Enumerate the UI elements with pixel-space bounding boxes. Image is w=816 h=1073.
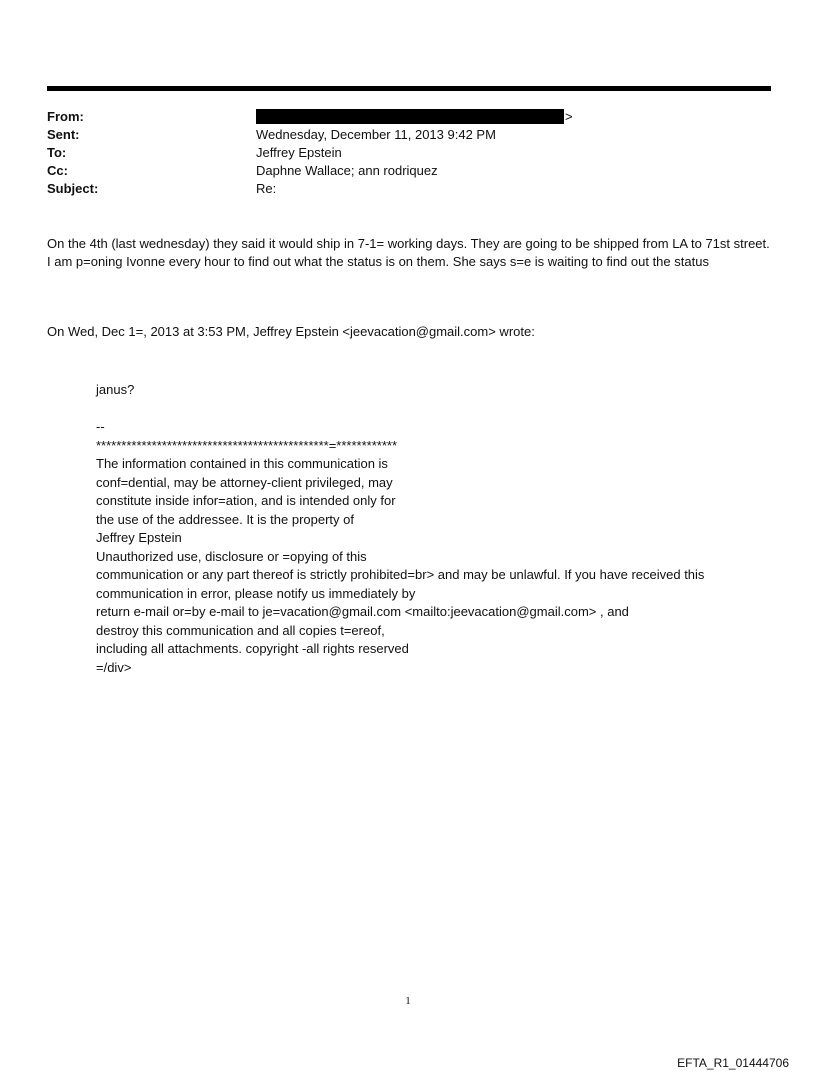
disclaimer-line: the use of the addressee. It is the property of <box>96 511 354 527</box>
disclaimer-line: The information contained in this communication is <box>96 456 388 471</box>
subject-label: Subject: <box>47 181 99 196</box>
quote-attribution: On Wed, Dec 1=, 2013 at 3:53 PM, Jeffrey Epstein <jeevacation@gmail.com> wrote: <box>47 324 535 339</box>
header-rule <box>47 86 771 91</box>
to-row <box>47 144 772 162</box>
cc-value: Daphne Wallace; ann rodriquez <box>256 163 438 178</box>
disclaimer-line: destroy this communication and all copies t=ereof, <box>96 622 385 638</box>
disclaimer-line: conf=dential, may be attorney-client privileged, may <box>96 474 393 490</box>
disclaimer-line: Unauthorized use, disclosure or =opying of this <box>96 548 367 564</box>
from-tail: > <box>565 109 573 124</box>
to-label: To: <box>47 145 67 160</box>
from-row <box>47 108 772 126</box>
cc-row <box>47 162 772 180</box>
cc-label: Cc: <box>47 163 68 178</box>
quoted-text: janus? <box>96 382 135 397</box>
page-number: 1 <box>405 995 411 1007</box>
subject-row <box>47 180 772 198</box>
signature-dash: -- <box>96 419 105 434</box>
disclaimer-line: constitute inside infor=ation, and is intended only for <box>96 493 396 508</box>
message-paragraph: On the 4th (last wednesday) they said it would ship in 7-1= working days. They are going to be shipped from LA to 71st street. I am p=oning Ivonne every hour to find out what the status is on them. She says s=e is waiting to find out the status <box>47 236 770 269</box>
sent-value: Wednesday, December 11, 2013 9:42 PM <box>256 127 496 142</box>
to-value: Jeffrey Epstein <box>256 145 342 160</box>
sent-row <box>47 126 772 144</box>
sent-label: Sent: <box>47 127 80 142</box>
redaction-bar <box>256 109 564 124</box>
disclaimer-line: return e-mail or=by e-mail to je=vacation@gmail.com <mailto:jeevacation@gmail.com> , and <box>96 604 629 619</box>
disclaimer-line: communication or any part thereof is strictly prohibited=br> and may be unlawful. If you have received this <box>96 567 705 582</box>
email-header <box>47 108 772 198</box>
from-label: From: <box>47 109 84 124</box>
document-id: EFTA_R1_01444706 <box>677 1056 789 1070</box>
signature-block <box>96 418 776 677</box>
signature-stars: **********************************************=************ <box>96 437 398 453</box>
disclaimer-line: including all attachments. copyright -all rights reserved <box>96 641 409 656</box>
disclaimer-line: Jeffrey Epstein <box>96 530 182 545</box>
disclaimer-line: communication in error, please notify us immediately by <box>96 585 416 601</box>
disclaimer-line: =/div> <box>96 659 132 675</box>
subject-value: Re: <box>256 181 277 196</box>
